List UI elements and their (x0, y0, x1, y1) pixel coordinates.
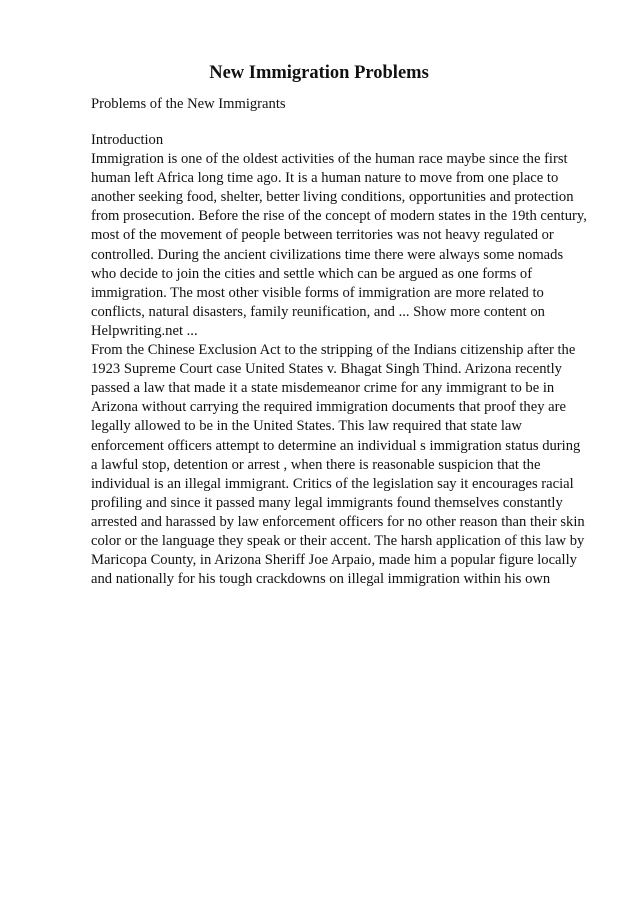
body-text-line: Introduction (91, 132, 164, 148)
body-text-line: Immigration is one of the oldest activities of the human race maybe since the first (91, 151, 568, 168)
body-text-line: a lawful stop, detention or arrest , when there is reasonable suspicion that the (91, 456, 541, 473)
body-text-line: color or the language they speak or their accent. The harsh application of this law by (91, 532, 585, 549)
body-text-line: 1923 Supreme Court case United States v. Bhagat Singh Thind. Arizona recently (91, 361, 562, 378)
body-text-line: profiling and since it passed many legal immigrants found themselves constantly (91, 494, 563, 511)
body-text-line: human left Africa long time ago. It is a human nature to move from one place to (91, 170, 559, 187)
body-text-line: controlled. During the ancient civilizations time there were always some nomads (91, 246, 564, 263)
body-text-line: Maricopa County, in Arizona Sheriff Joe Arpaio, made him a popular figure locally (91, 552, 577, 569)
body-text-line: Helpwriting.net ... (91, 322, 198, 339)
body-text-line: passed a law that made it a state misdemeanor crime for any immigrant to be in (91, 380, 555, 397)
document-body (91, 131, 591, 589)
body-text-line: Arizona without carrying the required immigration documents that proof they are (91, 399, 566, 416)
body-text-line: legally allowed to be in the United States. This law required that state law (91, 418, 522, 435)
document-subtitle: Problems of the New Immigrants (91, 96, 286, 112)
body-text-line: and nationally for his tough crackdowns on illegal immigration within his own (91, 571, 551, 588)
document-title: New Immigration Problems (209, 63, 429, 83)
body-text-line: another seeking food, shelter, better living conditions, opportunities and protection (91, 189, 574, 206)
body-text-line: conflicts, natural disasters, family reunification, and ... Show more content on (91, 303, 545, 320)
body-text-line: individual is an illegal immigrant. Critics of the legislation say it encourages racial (91, 475, 574, 492)
body-text-line: immigration. The most other visible forms of immigration are more related to (91, 284, 544, 301)
body-text-line: who decide to join the cities and settle which can be argued as one forms of (91, 265, 533, 282)
body-text-line: arrested and harassed by law enforcement officers for no other reason than their skin (91, 513, 585, 530)
body-text-line: from prosecution. Before the rise of the concept of modern states in the 19th century, (91, 208, 587, 225)
body-text-line: enforcement officers attempt to determine an individual s immigration status during (91, 437, 581, 454)
body-text-line: most of the movement of people between territories was not heavy regulated or (91, 227, 554, 244)
body-text-line: From the Chinese Exclusion Act to the stripping of the Indians citizenship after the (91, 342, 576, 359)
